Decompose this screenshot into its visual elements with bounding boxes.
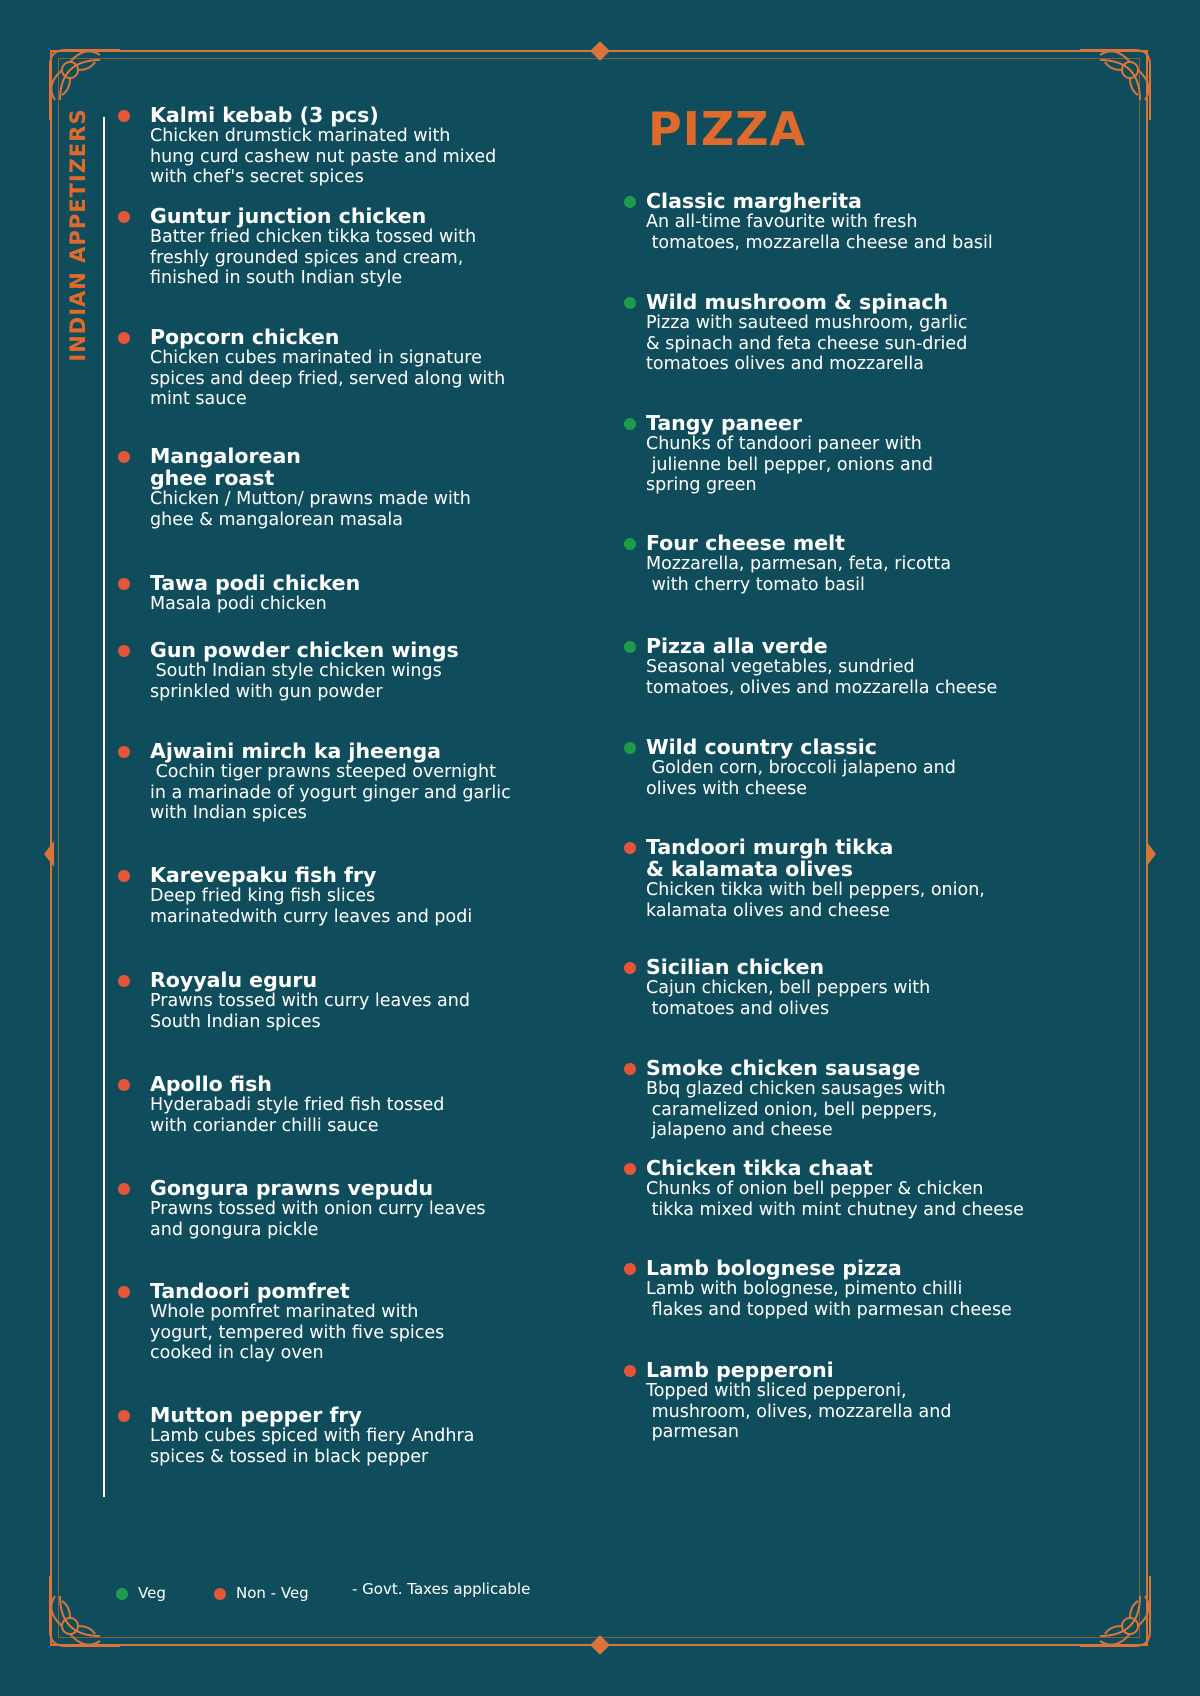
non-veg-dot-icon: [624, 1163, 636, 1175]
veg-dot-icon: [624, 742, 636, 754]
legend-non-veg: [214, 1584, 309, 1602]
inner-border: [58, 58, 1140, 1638]
item-description: Chicken drumstick marinated with hung curd cashew nut paste and mixed with chef's secret spices: [150, 126, 497, 187]
section-title-pizza: PIZZA: [648, 102, 807, 156]
non-veg-dot-icon: [118, 746, 130, 758]
item-name: Kalmi kebab (3 pcs): [150, 103, 379, 127]
item-description: An all-time favourite with fresh tomatoes, mozzarella cheese and basil: [646, 212, 993, 253]
non-veg-dot-icon: [118, 975, 130, 987]
item-name: Lamb bolognese pizza: [646, 1256, 902, 1280]
item-name: Tawa podi chicken: [150, 571, 361, 595]
item-description: South Indian style chicken wings sprinkled with gun powder: [150, 661, 442, 702]
item-name: Gun powder chicken wings: [150, 638, 459, 662]
veg-dot-icon: [624, 641, 636, 653]
item-name: Wild mushroom & spinach: [646, 290, 949, 314]
item-description: Masala podi chicken: [150, 594, 327, 614]
arrow-left-icon: [44, 841, 54, 867]
item-description: Lamb cubes spiced with fiery Andhra spices & tossed in black pepper: [150, 1426, 475, 1467]
item-description: Chicken cubes marinated in signature spices and deep fried, served along with mint sauce: [150, 348, 506, 409]
ornament-icon: [1070, 40, 1160, 130]
item-description: Prawns tossed with curry leaves and South Indian spices: [150, 991, 470, 1032]
item-name: Mangalorean ghee roast: [150, 444, 301, 490]
non-veg-dot-icon: [118, 1410, 130, 1422]
legend-veg: [116, 1584, 166, 1602]
item-name: Pizza alla verde: [646, 634, 828, 658]
item-name: Royyalu eguru: [150, 968, 318, 992]
non-veg-dot-icon: [624, 1365, 636, 1377]
item-description: Batter fried chicken tikka tossed with freshly grounded spices and cream, finished in south Indian style: [150, 227, 477, 288]
non-veg-dot-icon: [118, 1286, 130, 1298]
item-description: Topped with sliced pepperoni, mushroom, olives, mozzarella and parmesan: [646, 1381, 952, 1442]
veg-dot-icon: [624, 538, 636, 550]
item-description: Chunks of tandoori paneer with julienne bell pepper, onions and spring green: [646, 434, 933, 495]
item-description: Chunks of onion bell pepper & chicken tikka mixed with mint chutney and cheese: [646, 1179, 1024, 1220]
veg-dot-icon: [116, 1588, 128, 1600]
non-veg-dot-icon: [118, 110, 130, 122]
ornament-icon: [1070, 1566, 1160, 1656]
item-name: Wild country classic: [646, 735, 877, 759]
non-veg-dot-icon: [624, 962, 636, 974]
item-name: Tandoori murgh tikka & kalamata olives: [646, 835, 894, 881]
item-name: Smoke chicken sausage: [646, 1056, 921, 1080]
tax-note: - Govt. Taxes applicable: [352, 1580, 531, 1598]
legend-non-veg-label: Non - Veg: [236, 1584, 309, 1602]
non-veg-dot-icon: [118, 211, 130, 223]
item-name: Sicilian chicken: [646, 955, 825, 979]
item-name: Karevepaku fish fry: [150, 863, 377, 887]
veg-dot-icon: [624, 418, 636, 430]
item-description: Hyderabadi style fried fish tossed with coriander chilli sauce: [150, 1095, 445, 1136]
non-veg-dot-icon: [118, 332, 130, 344]
item-name: Mutton pepper fry: [150, 1403, 362, 1427]
non-veg-dot-icon: [118, 1183, 130, 1195]
ornament-icon: [40, 1566, 130, 1656]
item-description: Whole pomfret marinated with yogurt, tempered with five spices cooked in clay oven: [150, 1302, 445, 1363]
section-title-appetizers: INDIAN APPETIZERS: [66, 108, 90, 362]
item-name: Classic margherita: [646, 189, 862, 213]
item-description: Pizza with sauteed mushroom, garlic & spinach and feta cheese sun-dried tomatoes olives and mozzarella: [646, 313, 968, 374]
item-name: Ajwaini mirch ka jheenga: [150, 739, 441, 763]
item-description: Cochin tiger prawns steeped overnight in a marinade of yogurt ginger and garlic with Indian spices: [150, 762, 511, 823]
item-description: Chicken / Mutton/ prawns made with ghee & mangalorean masala: [150, 489, 471, 530]
non-veg-dot-icon: [118, 1079, 130, 1091]
non-veg-dot-icon: [118, 578, 130, 590]
non-veg-dot-icon: [118, 645, 130, 657]
item-description: Golden corn, broccoli jalapeno and olives with cheese: [646, 758, 956, 799]
item-name: Guntur junction chicken: [150, 204, 427, 228]
non-veg-dot-icon: [624, 1063, 636, 1075]
divider-line: [103, 117, 105, 1497]
item-name: Four cheese melt: [646, 531, 845, 555]
item-description: Deep fried king fish slices marinatedwith curry leaves and podi: [150, 886, 473, 927]
item-description: Chicken tikka with bell peppers, onion, kalamata olives and cheese: [646, 880, 985, 921]
item-description: Mozzarella, parmesan, feta, ricotta with cherry tomato basil: [646, 554, 952, 595]
arrow-right-icon: [1146, 841, 1156, 867]
non-veg-dot-icon: [624, 842, 636, 854]
non-veg-dot-icon: [214, 1588, 226, 1600]
item-name: Apollo fish: [150, 1072, 272, 1096]
legend-veg-label: Veg: [138, 1584, 166, 1602]
item-description: Seasonal vegetables, sundried tomatoes, olives and mozzarella cheese: [646, 657, 998, 698]
item-name: Popcorn chicken: [150, 325, 340, 349]
item-description: Cajun chicken, bell peppers with tomatoes and olives: [646, 978, 931, 1019]
item-name: Tangy paneer: [646, 411, 802, 435]
item-description: Lamb with bolognese, pimento chilli flakes and topped with parmesan cheese: [646, 1279, 1012, 1320]
item-description: Prawns tossed with onion curry leaves and gongura pickle: [150, 1199, 486, 1240]
item-name: Tandoori pomfret: [150, 1279, 350, 1303]
veg-dot-icon: [624, 297, 636, 309]
non-veg-dot-icon: [118, 870, 130, 882]
item-name: Chicken tikka chaat: [646, 1156, 873, 1180]
item-name: Lamb pepperoni: [646, 1358, 834, 1382]
non-veg-dot-icon: [624, 1263, 636, 1275]
non-veg-dot-icon: [118, 451, 130, 463]
item-description: Bbq glazed chicken sausages with caramelized onion, bell peppers, jalapeno and cheese: [646, 1079, 946, 1140]
item-name: Gongura prawns vepudu: [150, 1176, 434, 1200]
veg-dot-icon: [624, 196, 636, 208]
